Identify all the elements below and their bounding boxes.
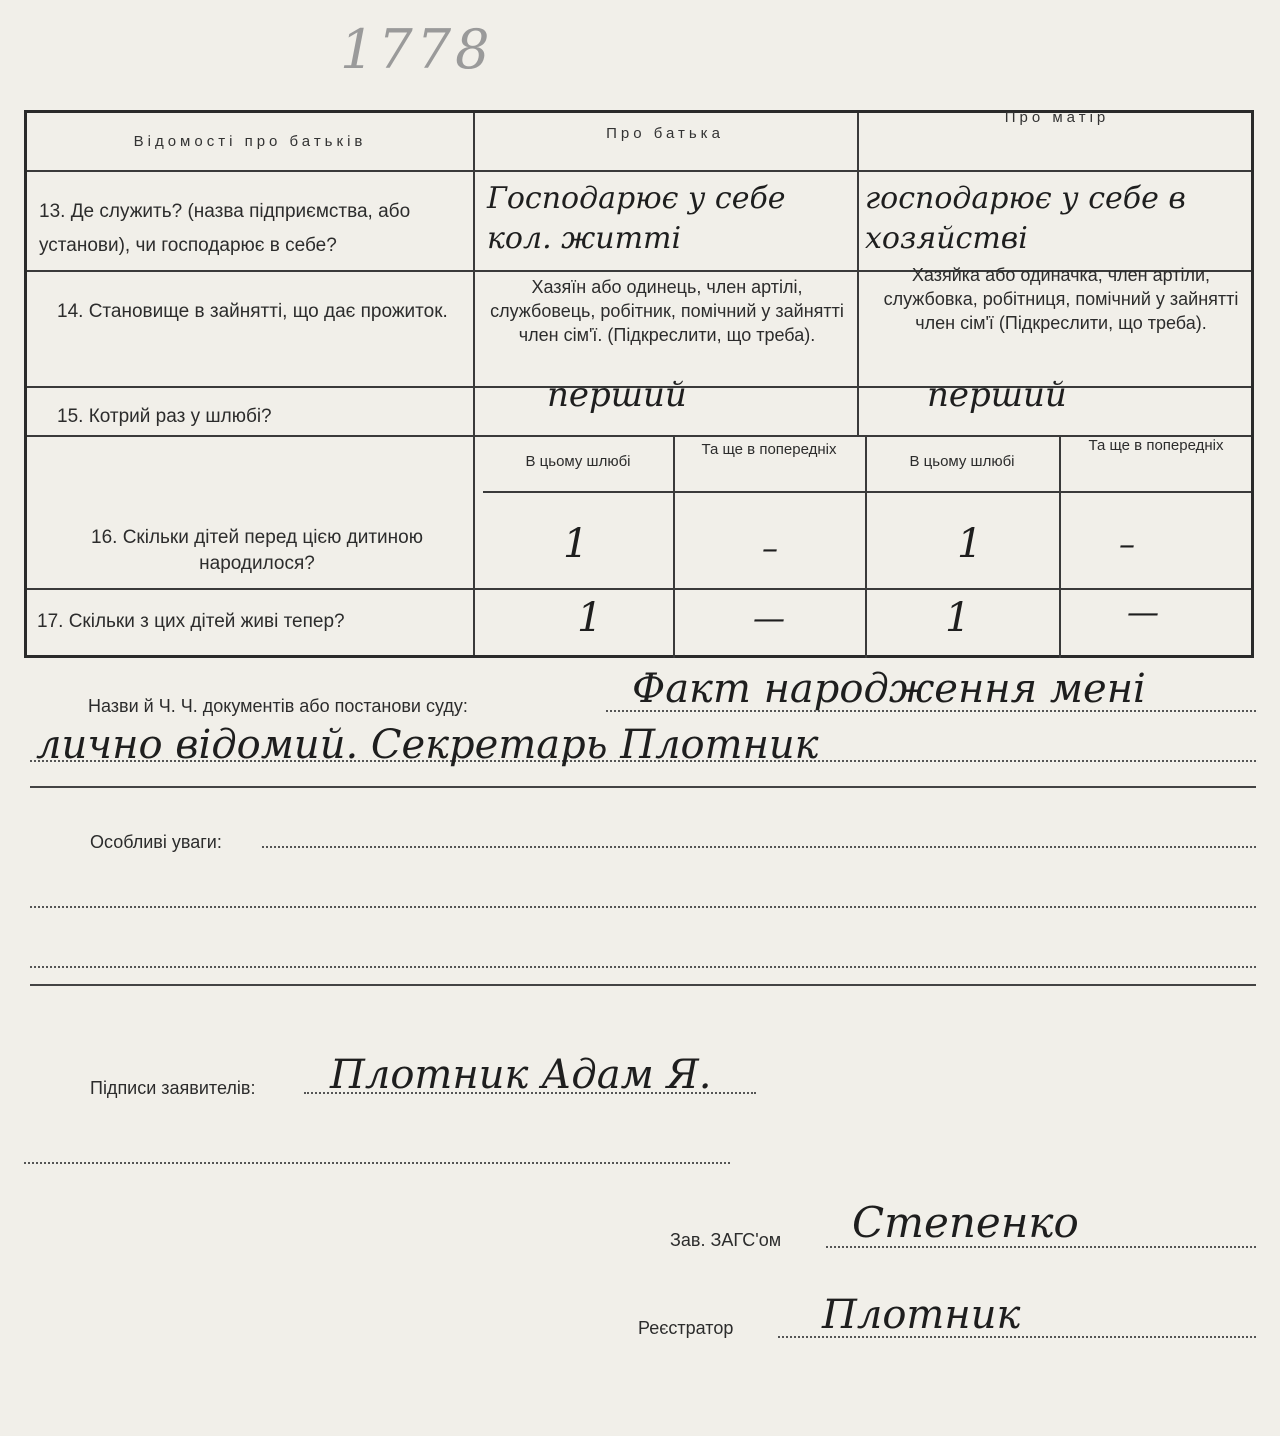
archive-number: 1778 bbox=[340, 18, 494, 81]
col-divider bbox=[473, 113, 475, 655]
remarks-label: Особливі уваги: bbox=[90, 832, 222, 852]
remarks-line-3 bbox=[30, 966, 1256, 968]
applicants-signature-line-2 bbox=[24, 1162, 730, 1164]
q15-label: 15. Котрий раз у шлюбі? bbox=[57, 406, 272, 427]
col-divider bbox=[673, 435, 675, 658]
q13-label: 13. Де служить? (назва підприємства, або установи), чи господарює в себе? bbox=[39, 201, 411, 256]
documents-label: Назви й Ч. Ч. документів або постанови суду: bbox=[88, 696, 468, 716]
q16-father-prev-value: – bbox=[762, 529, 778, 567]
head-signature: Степенко bbox=[852, 1198, 1079, 1247]
row-divider bbox=[27, 588, 1251, 590]
header-father: Про батька bbox=[606, 125, 724, 142]
q17-label: 17. Скільки з цих дітей живі тепер? bbox=[37, 611, 345, 632]
q14-label: 14. Становище в зайнятті, що дає прожиток. bbox=[57, 301, 448, 322]
documents-value-line2: лично відомий. Секретарь Плотник bbox=[36, 722, 819, 768]
q16-father-this-marriage-header: В цьому шлюбі bbox=[525, 453, 631, 470]
applicants-signature: Плотник Адам Я. bbox=[330, 1052, 712, 1098]
remarks-line-2 bbox=[30, 906, 1256, 908]
remarks-line-1 bbox=[262, 846, 1256, 848]
remarks-underline bbox=[30, 984, 1256, 986]
col-divider bbox=[857, 113, 859, 435]
q17-father-prev-value: — bbox=[753, 599, 785, 637]
q16-label: 16. Скільки дітей перед цією дитиною народилося? bbox=[91, 527, 423, 574]
q17-mother-this-value: 1 bbox=[945, 595, 971, 641]
q16-father-previous-header: Та ще в попередніх bbox=[701, 441, 837, 458]
header-mother: Про матір bbox=[1004, 109, 1110, 126]
q15-father-answer: перший bbox=[547, 375, 687, 415]
documents-underline bbox=[30, 786, 1256, 788]
q16-mother-this-value: 1 bbox=[957, 521, 983, 567]
q17-father-this-value: 1 bbox=[577, 595, 603, 641]
col-divider bbox=[1059, 435, 1061, 658]
q17-mother-prev-value: — bbox=[1127, 593, 1159, 631]
q14-mother-options: Хазяйка або одиначка, член артіли, службовка, робітниця, помічний у зайнятті член сім'ї (Підкреслити, що треба). bbox=[883, 265, 1239, 333]
q16-mother-this-marriage-header: В цьому шлюбі bbox=[909, 453, 1015, 470]
q15-mother-answer: перший bbox=[927, 375, 1067, 415]
q13-mother-answer: господарює у себе в хозяйстві bbox=[865, 181, 1186, 256]
parents-info-table bbox=[24, 110, 1254, 658]
q16-mother-previous-header: Та ще в попередніх bbox=[1088, 437, 1224, 454]
q16-father-this-value: 1 bbox=[563, 521, 589, 567]
row-divider bbox=[483, 491, 1251, 493]
registrar-signature: Плотник bbox=[822, 1292, 1021, 1338]
header-parents-info: Відомості про батьків bbox=[133, 133, 367, 150]
q14-father-options: Хазяїн або одинець, член артілі, службовець, робітник, помічний у зайнятті член сім'ї. (Підкреслити, що треба). bbox=[490, 277, 844, 345]
q16-mother-prev-value: – bbox=[1119, 525, 1135, 563]
applicants-signature-label: Підписи заявителів: bbox=[90, 1078, 256, 1098]
documents-value-line1: Факт народження мені bbox=[632, 666, 1146, 712]
registrar-label: Реєстратор bbox=[638, 1318, 734, 1338]
head-label: Зав. ЗАГС'ом bbox=[670, 1230, 782, 1250]
q13-father-answer: Господарює у себе кол. житті bbox=[487, 181, 786, 256]
row-divider bbox=[27, 170, 1251, 172]
